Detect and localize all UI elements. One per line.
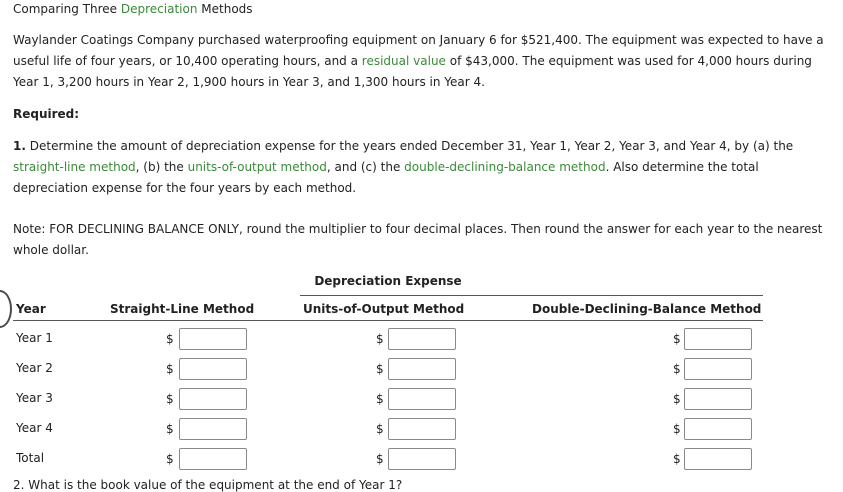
currency-symbol: $ xyxy=(376,332,384,346)
title-suffix: Methods xyxy=(197,2,253,16)
currency-symbol: $ xyxy=(376,422,384,436)
depreciation-expense-header: Depreciation Expense xyxy=(314,274,462,288)
currency-symbol: $ xyxy=(376,362,384,376)
question-text-4: . Also determine the total depreciation expense for the four years by each method. xyxy=(13,160,759,195)
currency-symbol: $ xyxy=(166,362,174,376)
page-title xyxy=(13,2,253,16)
col-header-double-declining: Double-Declining-Balance Method xyxy=(532,302,762,316)
currency-symbol: $ xyxy=(376,452,384,466)
depreciation-link[interactable]: Depreciation xyxy=(120,2,198,16)
double-declining-input[interactable] xyxy=(684,418,752,440)
question-text-3: , and (c) the xyxy=(326,160,405,174)
currency-symbol: $ xyxy=(166,422,174,436)
depreciation-table xyxy=(0,270,843,487)
straight-line-input[interactable] xyxy=(179,448,247,470)
table-row-label: Year 1 xyxy=(16,331,53,345)
units-of-output-input[interactable] xyxy=(388,388,456,410)
question-text-2: , (b) the xyxy=(135,160,188,174)
units-of-output-input[interactable] xyxy=(388,448,456,470)
currency-symbol: $ xyxy=(673,452,681,466)
col-header-year: Year xyxy=(16,302,46,316)
double-declining-balance-link[interactable]: double-declining-balance method xyxy=(404,160,606,174)
straight-line-input[interactable] xyxy=(179,358,247,380)
next-question-text: 2. What is the book value of the equipment at the end of Year 1? xyxy=(13,478,403,492)
straight-line-link[interactable]: straight-line method xyxy=(13,160,136,174)
col-header-units-of-output: Units-of-Output Method xyxy=(303,302,465,316)
units-of-output-input[interactable] xyxy=(388,328,456,350)
units-of-output-input[interactable] xyxy=(388,358,456,380)
currency-symbol: $ xyxy=(673,422,681,436)
double-declining-input[interactable] xyxy=(684,358,752,380)
header-rule xyxy=(300,295,763,296)
question-text-1: Determine the amount of depreciation expense for the years ended December 31, Year 1, Year 2, Year 3, and Year 4, by (a) the xyxy=(25,139,794,153)
table-row-label: Total xyxy=(16,451,45,465)
units-of-output-input[interactable] xyxy=(388,418,456,440)
title-prefix: Comparing Three xyxy=(13,2,121,16)
table-row-label: Year 3 xyxy=(16,391,53,405)
double-declining-input[interactable] xyxy=(684,328,752,350)
currency-symbol: $ xyxy=(673,362,681,376)
units-of-output-link[interactable]: units-of-output method xyxy=(187,160,327,174)
table-row-label: Year 4 xyxy=(16,421,53,435)
currency-symbol: $ xyxy=(166,452,174,466)
rounding-note: Note: FOR DECLINING BALANCE ONLY, round the multiplier to four decimal places. Then round the answer for each year to the nearest whole dollar. xyxy=(13,222,823,257)
double-declining-input[interactable] xyxy=(684,388,752,410)
question-paragraph xyxy=(13,136,837,199)
currency-symbol: $ xyxy=(376,392,384,406)
col-header-straight-line: Straight-Line Method xyxy=(110,302,255,316)
focus-ring-icon xyxy=(0,290,12,328)
currency-symbol: $ xyxy=(673,332,681,346)
intro-text-1: Waylander Coatings Company purchased waterproofing equipment on January 6 for $521,400. The equipment was expected to have a useful life of four years, or 10,400 operating hours, and a xyxy=(13,33,824,68)
intro-text-2: of $43,000. The equipment was used for 4,000 hours during Year 1, 3,200 hours in Year 2, 1,900 hours in Year 3, and 1,300 hours in Year 4. xyxy=(13,54,812,89)
required-heading: Required: xyxy=(13,107,80,121)
intro-paragraph xyxy=(13,30,837,93)
double-declining-input[interactable] xyxy=(684,448,752,470)
currency-symbol: $ xyxy=(166,332,174,346)
question-number: 1. xyxy=(13,139,26,153)
currency-symbol: $ xyxy=(166,392,174,406)
straight-line-input[interactable] xyxy=(179,418,247,440)
residual-value-link[interactable]: residual value xyxy=(361,54,446,68)
currency-symbol: $ xyxy=(673,392,681,406)
table-row-label: Year 2 xyxy=(16,361,53,375)
straight-line-input[interactable] xyxy=(179,328,247,350)
column-header-rule xyxy=(13,320,763,321)
straight-line-input[interactable] xyxy=(179,388,247,410)
